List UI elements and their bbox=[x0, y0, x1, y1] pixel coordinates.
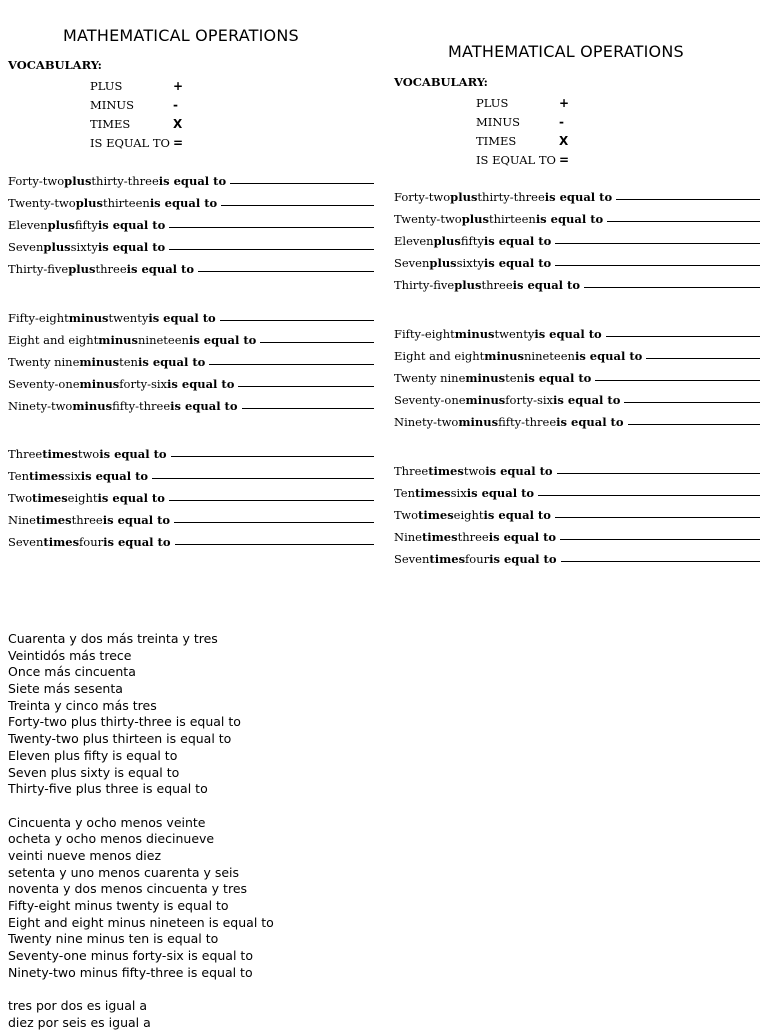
operation-word: times bbox=[415, 486, 451, 500]
first-number: Ten bbox=[394, 486, 415, 500]
vocabulary-word: IS EQUAL TO bbox=[476, 152, 556, 167]
answer-blank[interactable] bbox=[555, 264, 760, 266]
exercise-line bbox=[394, 327, 760, 349]
second-number: four bbox=[79, 535, 104, 549]
vocabulary-word: IS EQUAL TO bbox=[90, 135, 170, 150]
text-line: Forty-two plus thirty-three is equal to bbox=[8, 714, 241, 730]
vocabulary-heading: VOCABULARY: bbox=[394, 75, 488, 89]
exercise-line bbox=[8, 377, 374, 399]
equals-phrase: is equal to bbox=[574, 349, 643, 363]
vocabulary-word: MINUS bbox=[90, 97, 134, 112]
answer-blank[interactable] bbox=[209, 363, 374, 365]
first-number: Seven bbox=[394, 552, 430, 566]
exercise-line bbox=[394, 234, 760, 256]
answer-blank[interactable] bbox=[624, 401, 760, 403]
text-line: Cuarenta y dos más treinta y tres bbox=[8, 631, 218, 646]
answer-blank[interactable] bbox=[152, 477, 374, 479]
vocabulary-row bbox=[90, 133, 183, 152]
exercise-line bbox=[8, 399, 374, 421]
exercise-line bbox=[8, 513, 374, 535]
vocabulary-symbol: = bbox=[173, 135, 184, 150]
exercise-line bbox=[8, 491, 374, 513]
second-number: fifty-three bbox=[498, 415, 557, 429]
second-number: four bbox=[465, 552, 490, 566]
answer-blank[interactable] bbox=[561, 560, 760, 562]
vocabulary-symbol: - bbox=[559, 114, 564, 129]
answer-blank[interactable] bbox=[198, 270, 374, 272]
exercise-line bbox=[394, 415, 760, 437]
answer-blank[interactable] bbox=[557, 472, 760, 474]
first-number: Forty-two bbox=[394, 190, 451, 204]
text-line bbox=[8, 798, 274, 815]
equals-phrase: is equal to bbox=[97, 240, 166, 254]
text-line: Eleven plus fifty is equal to bbox=[8, 747, 178, 763]
first-number: Three bbox=[394, 464, 429, 478]
first-number: Seven bbox=[8, 240, 44, 254]
answer-blank[interactable] bbox=[242, 407, 374, 409]
equals-phrase: is equal to bbox=[97, 218, 166, 232]
first-number: Ten bbox=[8, 469, 29, 483]
text-line: Eight and eight minus nineteen is equal to bbox=[8, 914, 274, 930]
times-exercises bbox=[394, 464, 760, 574]
extracted-text-block bbox=[8, 631, 274, 1032]
operation-word: plus bbox=[47, 218, 75, 232]
equals-phrase: is equal to bbox=[466, 486, 535, 500]
operation-word: times bbox=[35, 513, 72, 527]
exercise-line bbox=[8, 262, 374, 284]
text-line: Ninety-two minus fifty-three is equal to bbox=[8, 964, 253, 980]
page-title: MATHEMATICAL OPERATIONS bbox=[63, 26, 299, 45]
second-number: two bbox=[463, 464, 486, 478]
operation-word: plus bbox=[68, 262, 96, 276]
plus-exercises bbox=[394, 190, 760, 300]
exercise-line bbox=[394, 486, 760, 508]
exercise-line bbox=[394, 256, 760, 278]
first-number: Two bbox=[394, 508, 419, 522]
second-number: three bbox=[71, 513, 103, 527]
equals-phrase: is equal to bbox=[148, 311, 216, 325]
operation-word: plus bbox=[64, 174, 92, 188]
first-number: Eleven bbox=[394, 234, 434, 248]
first-number: Ninety-two bbox=[394, 415, 459, 429]
equals-phrase: is equal to bbox=[149, 196, 218, 210]
equals-phrase: is equal to bbox=[512, 278, 580, 292]
exercise-line bbox=[8, 333, 374, 355]
minus-exercises bbox=[394, 327, 760, 437]
answer-blank[interactable] bbox=[238, 385, 374, 387]
equals-phrase: is equal to bbox=[489, 552, 557, 566]
second-number: thirty-three bbox=[477, 190, 545, 204]
first-number: Nine bbox=[8, 513, 36, 527]
second-number: nineteen bbox=[524, 349, 575, 363]
answer-blank[interactable] bbox=[230, 182, 374, 184]
exercise-line bbox=[394, 371, 760, 393]
first-number: Fifty-eight bbox=[8, 311, 69, 325]
equals-phrase: is equal to bbox=[535, 212, 604, 226]
exercise-line bbox=[394, 212, 760, 234]
operation-word: plus bbox=[450, 190, 478, 204]
equals-phrase: is equal to bbox=[534, 327, 602, 341]
text-line bbox=[8, 981, 274, 998]
operation-word: minus bbox=[68, 311, 109, 325]
text-line: Cincuenta y ocho menos veinte bbox=[8, 814, 206, 830]
first-number: Ninety-two bbox=[8, 399, 73, 413]
first-number: Seventy-one bbox=[8, 377, 80, 391]
text-line: setenta y uno menos cuarenta y seis bbox=[8, 864, 240, 880]
operation-word: times bbox=[428, 464, 464, 478]
first-number: Twenty-two bbox=[394, 212, 462, 226]
operation-word: times bbox=[421, 530, 458, 544]
equals-phrase: is equal to bbox=[158, 174, 227, 188]
vocabulary-word: PLUS bbox=[476, 95, 509, 110]
equals-phrase: is equal to bbox=[103, 535, 171, 549]
second-number: fifty-three bbox=[112, 399, 171, 413]
equals-phrase: is equal to bbox=[553, 393, 621, 407]
second-number: forty-six bbox=[119, 377, 168, 391]
first-number: Twenty-two bbox=[8, 196, 76, 210]
times-exercises bbox=[8, 447, 374, 557]
text-line: Fifty-eight minus twenty is equal to bbox=[8, 898, 229, 913]
vocabulary-row bbox=[476, 131, 569, 150]
answer-blank[interactable] bbox=[171, 455, 374, 457]
answer-blank[interactable] bbox=[221, 204, 374, 206]
vocabulary-word: TIMES bbox=[90, 116, 131, 131]
vocabulary-word: PLUS bbox=[90, 78, 123, 93]
text-line: Seventy-one minus forty-six is equal to bbox=[8, 948, 253, 964]
first-number: Fifty-eight bbox=[394, 327, 455, 341]
exercise-line bbox=[8, 447, 374, 469]
exercise-line bbox=[8, 535, 374, 557]
equals-phrase: is equal to bbox=[485, 464, 553, 478]
answer-blank[interactable] bbox=[538, 494, 760, 496]
vocabulary-row bbox=[90, 95, 183, 114]
equals-phrase: is equal to bbox=[126, 262, 194, 276]
second-number: twenty bbox=[494, 327, 535, 341]
vocabulary-symbol: - bbox=[173, 97, 178, 112]
operation-word: minus bbox=[458, 415, 499, 429]
answer-blank[interactable] bbox=[555, 242, 760, 244]
answer-blank[interactable] bbox=[628, 423, 760, 425]
equals-phrase: is equal to bbox=[488, 530, 557, 544]
text-line: ocheta y ocho menos diecinueve bbox=[8, 831, 215, 847]
second-number: nineteen bbox=[138, 333, 189, 347]
equals-phrase: is equal to bbox=[137, 355, 206, 369]
operation-word: times bbox=[43, 535, 80, 549]
second-number: two bbox=[77, 447, 100, 461]
second-number: three bbox=[95, 262, 127, 276]
second-number: three bbox=[457, 530, 489, 544]
operation-word: times bbox=[29, 469, 65, 483]
equals-phrase: is equal to bbox=[188, 333, 257, 347]
operation-word: times bbox=[42, 447, 78, 461]
exercise-line bbox=[394, 464, 760, 486]
exercise-line bbox=[8, 240, 374, 262]
first-number: Seventy-one bbox=[394, 393, 466, 407]
equals-phrase: is equal to bbox=[170, 399, 238, 413]
operation-word: minus bbox=[79, 377, 120, 391]
answer-blank[interactable] bbox=[169, 226, 374, 228]
second-number: thirteen bbox=[488, 212, 536, 226]
operation-word: times bbox=[32, 491, 68, 505]
first-number: Eight and eight bbox=[394, 349, 485, 363]
exercise-line bbox=[8, 196, 374, 218]
exercise-line bbox=[394, 278, 760, 300]
vocabulary-row bbox=[90, 114, 183, 133]
equals-phrase: is equal to bbox=[523, 371, 592, 385]
exercise-line bbox=[394, 190, 760, 212]
minus-exercises bbox=[8, 311, 374, 421]
exercise-line bbox=[394, 393, 760, 415]
exercise-line bbox=[394, 349, 760, 371]
answer-blank[interactable] bbox=[174, 521, 374, 523]
answer-blank[interactable] bbox=[220, 319, 374, 321]
answer-blank[interactable] bbox=[595, 379, 760, 381]
equals-phrase: is equal to bbox=[483, 234, 552, 248]
second-number: eight bbox=[453, 508, 484, 522]
second-number: sixty bbox=[70, 240, 98, 254]
exercise-line bbox=[8, 355, 374, 377]
answer-blank[interactable] bbox=[606, 335, 760, 337]
vocabulary-symbol: X bbox=[559, 133, 569, 148]
operation-word: minus bbox=[79, 355, 120, 369]
first-number: Eight and eight bbox=[8, 333, 99, 347]
equals-phrase: is equal to bbox=[167, 377, 235, 391]
text-line: veinti nueve menos diez bbox=[8, 847, 162, 863]
text-line: Thirty-five plus three is equal to bbox=[8, 781, 208, 797]
operation-word: minus bbox=[72, 399, 113, 413]
first-number: Thirty-five bbox=[8, 262, 69, 276]
second-number: thirteen bbox=[102, 196, 150, 210]
answer-blank[interactable] bbox=[169, 499, 374, 501]
second-number: thirty-three bbox=[91, 174, 159, 188]
operation-word: plus bbox=[461, 212, 489, 226]
vocabulary-list bbox=[476, 93, 569, 169]
vocabulary-symbol: X bbox=[173, 116, 183, 131]
exercise-line bbox=[394, 508, 760, 530]
first-number: Eleven bbox=[8, 218, 48, 232]
second-number: twenty bbox=[108, 311, 149, 325]
first-number: Nine bbox=[394, 530, 422, 544]
answer-blank[interactable] bbox=[646, 357, 760, 359]
vocabulary-symbol: + bbox=[559, 95, 570, 110]
equals-phrase: is equal to bbox=[80, 469, 149, 483]
second-number: fifty bbox=[460, 234, 484, 248]
first-number: Two bbox=[8, 491, 33, 505]
text-line: Twenty nine minus ten is equal to bbox=[8, 931, 219, 947]
page-title: MATHEMATICAL OPERATIONS bbox=[448, 42, 684, 61]
text-line: Seven plus sixty is equal to bbox=[8, 764, 180, 780]
answer-blank[interactable] bbox=[616, 198, 760, 200]
text-line: diez por seis es igual a bbox=[8, 1014, 151, 1030]
text-line: Once más cincuenta bbox=[8, 664, 136, 680]
second-number: sixty bbox=[456, 256, 484, 270]
vocabulary-row bbox=[90, 76, 183, 95]
vocabulary-word: MINUS bbox=[476, 114, 520, 129]
vocabulary-heading: VOCABULARY: bbox=[8, 58, 102, 72]
second-number: forty-six bbox=[505, 393, 554, 407]
exercise-line bbox=[8, 311, 374, 333]
answer-blank[interactable] bbox=[607, 220, 760, 222]
equals-phrase: is equal to bbox=[102, 513, 171, 527]
plus-exercises bbox=[8, 174, 374, 284]
equals-phrase: is equal to bbox=[544, 190, 613, 204]
first-number: Twenty nine bbox=[394, 371, 466, 385]
second-number: six bbox=[64, 469, 81, 483]
equals-phrase: is equal to bbox=[99, 447, 167, 461]
equals-phrase: is equal to bbox=[483, 256, 552, 270]
equals-phrase: is equal to bbox=[97, 491, 165, 505]
text-line: Twenty-two plus thirteen is equal to bbox=[8, 731, 232, 747]
operation-word: plus bbox=[429, 256, 457, 270]
vocabulary-row bbox=[476, 150, 569, 169]
vocabulary-symbol: = bbox=[559, 152, 570, 167]
equals-phrase: is equal to bbox=[556, 415, 624, 429]
operation-word: plus bbox=[75, 196, 103, 210]
vocabulary-row bbox=[476, 93, 569, 112]
answer-blank[interactable] bbox=[584, 286, 760, 288]
operation-word: minus bbox=[454, 327, 495, 341]
operation-word: times bbox=[429, 552, 466, 566]
answer-blank[interactable] bbox=[555, 516, 760, 518]
second-number: ten bbox=[119, 355, 138, 369]
exercise-line bbox=[8, 174, 374, 196]
answer-blank[interactable] bbox=[260, 341, 374, 343]
first-number: Seven bbox=[394, 256, 430, 270]
second-number: ten bbox=[505, 371, 524, 385]
vocabulary-row bbox=[476, 112, 569, 131]
second-number: eight bbox=[67, 491, 98, 505]
vocabulary-symbol: + bbox=[173, 78, 184, 93]
equals-phrase: is equal to bbox=[483, 508, 551, 522]
text-line: Siete más sesenta bbox=[8, 681, 123, 697]
first-number: Forty-two bbox=[8, 174, 65, 188]
text-line: tres por dos es igual a bbox=[8, 998, 147, 1014]
vocabulary-list bbox=[90, 76, 183, 152]
answer-blank[interactable] bbox=[175, 543, 374, 545]
exercise-line bbox=[8, 469, 374, 491]
first-number: Thirty-five bbox=[394, 278, 455, 292]
operation-word: minus bbox=[465, 393, 506, 407]
operation-word: minus bbox=[484, 349, 525, 363]
text-line: noventa y dos menos cincuenta y tres bbox=[8, 881, 248, 897]
operation-word: plus bbox=[433, 234, 461, 248]
operation-word: minus bbox=[98, 333, 139, 347]
exercise-line bbox=[394, 530, 760, 552]
first-number: Twenty nine bbox=[8, 355, 80, 369]
text-line: Treinta y cinco más tres bbox=[8, 697, 157, 713]
answer-blank[interactable] bbox=[169, 248, 374, 250]
text-line: Veintidós más trece bbox=[8, 647, 132, 663]
first-number: Three bbox=[8, 447, 43, 461]
exercise-line bbox=[394, 552, 760, 574]
exercise-line bbox=[8, 218, 374, 240]
vocabulary-word: TIMES bbox=[476, 133, 517, 148]
first-number: Seven bbox=[8, 535, 44, 549]
answer-blank[interactable] bbox=[560, 538, 760, 540]
operation-word: plus bbox=[43, 240, 71, 254]
operation-word: minus bbox=[465, 371, 506, 385]
operation-word: times bbox=[418, 508, 454, 522]
operation-word: plus bbox=[454, 278, 482, 292]
second-number: three bbox=[481, 278, 513, 292]
second-number: six bbox=[450, 486, 467, 500]
second-number: fifty bbox=[74, 218, 98, 232]
